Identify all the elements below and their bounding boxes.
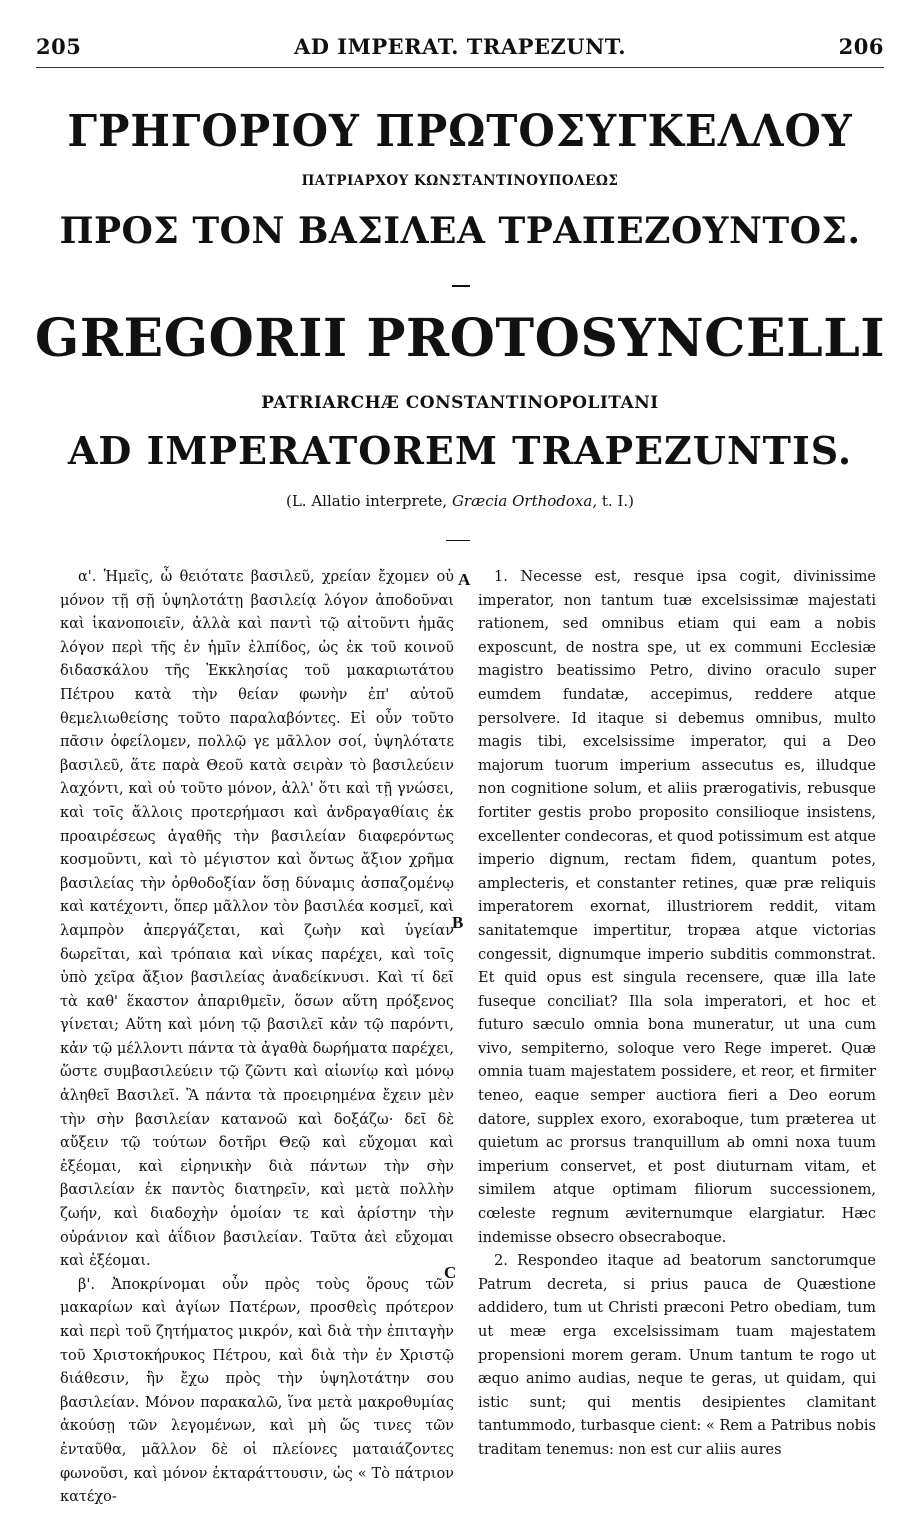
margin-marker-b: B <box>452 913 464 932</box>
credit-volume: t. I.) <box>597 492 634 510</box>
translator-credit <box>30 492 890 510</box>
greek-paragraph-2: β'. Ἀποκρίνομαι οὖν πρὸς τοὺς ὅρους τῶν μακαρίων καὶ ἁγίων Πατέρων, προσθεὶς πρότερον καὶ περὶ τοῦ ζητήματος μικρόν, καὶ διὰ τὴν ἐπιταγὴν τοῦ Χριστοκήρυκος Πέτρου, καὶ διὰ τὴν ἐν Χριστῷ διάθεσιν, ἣν ἔχω πρὸς τὴν ὑψηλοτάτην σου βασιλείαν. Μόνον παρακαλῶ, ἵνα μετὰ μακροθυμίας ἀκούσῃ τῶν λεγομένων, καὶ μὴ ὥς τινες τῶν ἐνταῦθα, μᾶλλον δὲ οἱ πλείονες ματαιάζοντες φωνοῦσι, καὶ μόνον ἐκταράττουσιν, ὡς « Τὸ πάτριον κατέχο- <box>60 1276 454 1506</box>
page-number-right: 206 <box>838 34 884 59</box>
latin-subtitle: PATRIARCHÆ CONSTANTINOPOLITANI <box>261 393 659 413</box>
latin-title: GREGORII PROTOSYNCELLI <box>34 308 886 369</box>
greek-paragraph-1: α'. Ἡμεῖς, ὦ θειότατε βασιλεῦ, χρείαν ἔχομεν οὐ μόνον τῇ σῇ ὑψηλοτάτῃ βασιλείᾳ λόγον ἀποδοῦναι καὶ ἱκανοποιεῖν, ἀλλὰ καὶ παντὶ τῷ αἰτοῦντι ἡμᾶς λόγον περὶ τῆς ἐν ἡμῖν ἐλπίδος, ὡς ἐκ τοῦ κοινοῦ διδασκάλου τῆς Ἐκκλησίας τοῦ μακαριωτάτου Πέτρου κατὰ τὴν θείαν φωνὴν ἐπ' αὐτοῦ θεμελιωθείσης τοῦτο παραλαβόντες. Εἰ οὖν τοῦτο πᾶσιν ὀφείλομεν, πολλῷ γε μᾶλλον σοί, ὑψηλότατε βασιλεῦ, ἅτε παρὰ Θεοῦ κατὰ σειρὰν τὸ βασιλεύειν λαχόντι, καὶ οὐ τοῦτο μόνον, ἀλλ' ὅτι καὶ τῇ γνώσει, καὶ τοῖς ἄλλοις προτερήμασι καὶ ἀνδραγαθίαις ἐκ προαιρέσεως ἀγαθῆς τὴν βασιλείαν διαφερόντως κοσμοῦντι, καὶ τὸ μέγιστον καὶ ὄντως ἄξιον χρῆμα βασιλείας τὴν ὀρθοδοξίαν ὅσῃ δύναμις ἀσπαζομένῳ καὶ κατέχοντι, ὅπερ μᾶλλον τὸν βασιλέα κοσμεῖ, καὶ λαμπρὸν ἀπεργάζεται, καὶ ζωὴν καὶ ὑγείαν δωρεῖται, καὶ τρόπαια καὶ νίκας παρέχει, καὶ τοῖς ὑπὸ χεῖρα ἄξιον βασιλείας ἀναδείκνυσι. Καὶ τί δεῖ τὰ καθ' ἕκαστον ἀπαριθμεῖν, ὅσων αὕτη πρόξενος γίνεται; Αὕτη καὶ μόνη τῷ βασιλεῖ κἀν τῷ παρόντι, κἀν τῷ μέλλοντι πάντα τὰ ἀγαθὰ δωρήματα παρέχει, ὥστε συμβασιλεύειν τῷ ζῶντι καὶ αἰωνίῳ καὶ μόνῳ ἀληθεῖ Βασιλεῖ. Ἃ πάντα τὰ προειρημένα ἔχειν μὲν τὴν σὴν βασιλείαν κατανοῶ καὶ δοξάζω· δεῖ δὲ αὔξειν τῷ τούτων δοτῆρι Θεῷ καὶ εὔχομαι καὶ ἐξέομαι, καὶ εἰρηνικὴν διὰ πάντων τὴν σὴν βασιλείαν ἐκ παντὸς διατηρεῖν, καὶ μετὰ πολλὴν ζωήν, καὶ διαδοχὴν ὁμοίαν τε καὶ ἀρίστην τὴν οὐράνιον καὶ ἀΐδιον βασιλείαν. Ταῦτα ἀεὶ εὔχομαι καὶ ἐξέομαι. <box>60 569 454 1270</box>
greek-subtitle: ΠΑΤΡΙΑΡΧΟΥ ΚΩΝΣΤΑΝΤΙΝΟΥΠΟΛΕΩΣ <box>301 173 619 189</box>
margin-marker-a: A <box>458 570 471 589</box>
title-separator <box>452 285 470 287</box>
latin-heading: AD IMPERATOREM TRAPEZUNTIS. <box>67 428 853 473</box>
margin-marker-c: C <box>444 1263 457 1282</box>
latin-paragraph-2: 2. Respondeo itaque ad beatorum sanctorumque Patrum decreta, si prius pauca de Quæstione addidero, tum ut Christi præconi Petro obediam, tum ut meæ erga excelsissimam tuam majestatem propensioni morem geram. Unum tantum te rogo ut æquo animo audias, neque te geras, ut quidam, qui istic sunt; qui mentis desipientes clamitant tantummodo, turbasque cient: « Rem a Patribus nobis traditam tenemus: non est cur aliis aures <box>478 1253 876 1458</box>
page-number-left: 205 <box>36 34 82 59</box>
running-title: AD IMPERAT. TRAPEZUNT. <box>293 34 627 59</box>
greek-column <box>60 566 457 1516</box>
running-head <box>36 34 884 64</box>
header-rule <box>36 67 884 68</box>
credit-source: Græcia Orthodoxa, <box>451 492 598 510</box>
credit-text: (L. Allatio interprete, <box>285 492 452 510</box>
greek-title: ΓΡΗΓΟΡΙΟΥ ΠΡΩΤΟΣΥΓΚΕΛΛΟΥ <box>67 106 853 157</box>
latin-column <box>478 566 876 1516</box>
greek-heading: ΠΡΟΣ ΤΟΝ ΒΑΣΙΛΕΑ ΤΡΑΠΕΖΟΥΝΤΟΣ. <box>59 210 861 252</box>
latin-paragraph-1: 1. Necesse est, resque ipsa cogit, divinissime imperator, non tantum tuæ excelsissimæ majestati rationem, sed omnibus etiam qui eam a nobis exposcunt, de nostra spe, ut ex communi Ecclesiæ magistro beatissimo Petro, divino oraculo super eumdem fundatæ, accepimus, reddere atque persolvere. Id itaque si debemus omnibus, multo magis tibi, excelsissime imperator, qui a Deo majorum tuorum imperium assecutus es, illudque non cognitione solum, et aliis prærogativis, rebusque fortiter gestis probo proposito consilioque insistens, excellenter condecoras, et quod potissimum est atque imperio dignum, rectam fidem, quantum potes, amplecteris, et constanter retines, quæ præ reliquis imperatorem exornat, illustriorem reddit, vitam sanitatemque impertitur, tropæa atque victorias congessit, dignumque imperio subditis commonstrat. Et quid opus est singula recensere, quæ illa late fuseque conciliat? Illa sola imperatori, et hoc et futuro sæculo omnia bona muneratur, ut una cum vivo, sempiterno, soloque vero Rege imperet. Quæ omnia tuam majestatem possidere, et reor, et firmiter teneo, eaque semper auctiora fieri a Deo eorum datore, supplex exoro, exoraboque, tum præterea ut quietum ac prorsus tranquillum ab omni noxa tuum imperium conservet, et post diuturnam vitam, et similem atque optimam filiorum successionem, cœleste regnum æviternumque elargiatur. Hæc indemisse obsecro obsecraboque. <box>478 569 876 1246</box>
section-separator <box>446 540 470 541</box>
